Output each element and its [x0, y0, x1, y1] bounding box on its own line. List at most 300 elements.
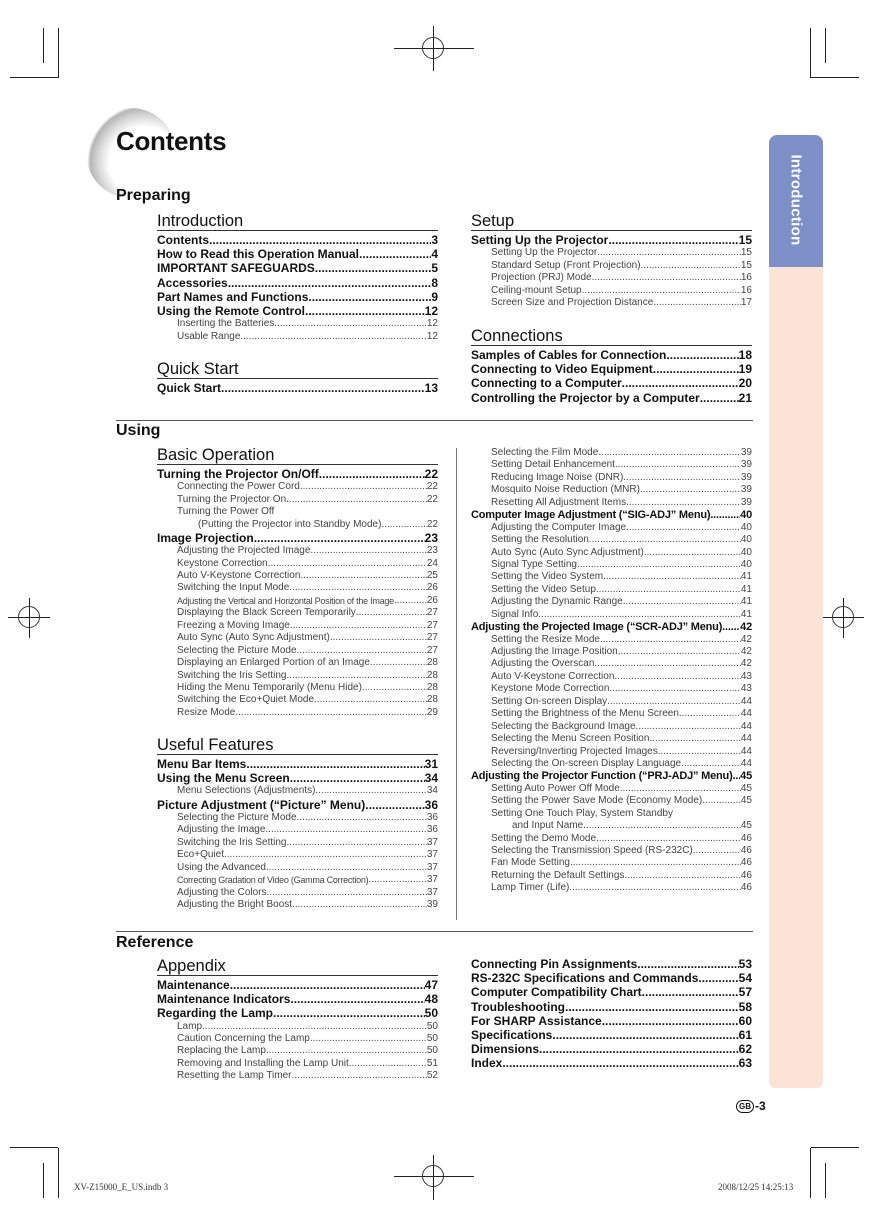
toc-entry-page: 40: [740, 521, 752, 533]
toc-leader-dots: [640, 484, 741, 496]
toc-entry[interactable]: [471, 646, 752, 658]
toc-entry[interactable]: [157, 381, 438, 395]
toc-leader-dots: [539, 1042, 739, 1056]
toc-leader-dots: [702, 795, 741, 807]
toc-leader-dots: [623, 472, 741, 484]
toc-leader-dots: [314, 694, 427, 706]
toc-entry-page: 27: [426, 632, 438, 644]
toc-entry-page: 41: [740, 596, 752, 608]
toc-entry[interactable]: [471, 233, 752, 247]
toc-entry[interactable]: [157, 1033, 438, 1045]
toc-entry-page: 50: [424, 1006, 438, 1021]
toc-entry[interactable]: [471, 285, 752, 297]
toc-entry-title: Picture Adjustment (“Picture” Menu): [157, 797, 366, 812]
toc-entry[interactable]: [157, 570, 438, 582]
toc-leader-dots: [614, 671, 740, 683]
toc-entry-title: Fan Mode Setting: [491, 857, 570, 869]
toc-entry[interactable]: [157, 849, 438, 861]
toc-entry-title: Troubleshooting: [471, 999, 565, 1014]
toc-entry[interactable]: [471, 1000, 752, 1014]
toc-entry-title: Adjusting the Projected Image: [177, 545, 311, 557]
toc-leader-dots: [365, 798, 424, 812]
toc-entry-title: Selecting the Picture Mode: [177, 644, 297, 656]
toc-entry[interactable]: [157, 812, 438, 824]
toc-leader-dots: [310, 1033, 427, 1045]
toc-entry-title: Menu Selections (Adjustments): [177, 785, 316, 797]
toc-entry-title: Setting Auto Power Off Mode: [491, 782, 620, 794]
toc-leader-dots: [637, 957, 738, 971]
toc-entry-title: Adjusting the Dynamic Range: [491, 596, 623, 608]
toc-entry[interactable]: [157, 233, 438, 247]
toc-entry[interactable]: [157, 261, 438, 275]
toc-entry[interactable]: [157, 657, 438, 669]
toc-entry[interactable]: [471, 857, 752, 869]
toc-leader-dots: [538, 609, 741, 621]
toc-entry-page: 41: [740, 608, 752, 620]
toc-entry-title: Reversing/Inverting Projected Images: [491, 745, 658, 757]
toc-leader-dots: [596, 584, 741, 596]
toc-entry[interactable]: [157, 1006, 438, 1020]
toc-entry[interactable]: [471, 770, 752, 782]
toc-leader-dots: [642, 985, 739, 999]
toc-entry[interactable]: [471, 795, 752, 807]
toc-leader-dots: [597, 247, 741, 259]
toc-leader-dots: [618, 646, 741, 658]
toc-entry[interactable]: [471, 971, 752, 985]
toc-entry-page: 60: [738, 1013, 752, 1028]
toc-entry[interactable]: [157, 978, 438, 992]
toc-entry[interactable]: [471, 634, 752, 646]
toc-entry[interactable]: [157, 837, 438, 849]
crop-mark: [58, 28, 59, 78]
toc-entry-page: 16: [740, 284, 752, 296]
toc-entry[interactable]: [157, 899, 438, 911]
toc-entry-page: 20: [738, 376, 752, 391]
toc-entry-title: Connecting the Power Cord: [177, 481, 300, 493]
toc-entry-page: 8: [431, 275, 438, 290]
toc-entry-title: Returning the Default Settings: [491, 869, 625, 881]
part-heading-reference: Reference: [116, 934, 194, 951]
toc-entry-title: Caution Concerning the Lamp: [177, 1033, 310, 1044]
toc-entry[interactable]: [471, 247, 752, 259]
toc-entry[interactable]: [471, 708, 752, 720]
toc-entry[interactable]: [471, 522, 752, 534]
toc-entry[interactable]: [471, 391, 752, 405]
toc-leader-dots: [221, 381, 425, 395]
toc-entry-page: 22: [426, 481, 438, 493]
toc-entry-title: Adjusting the Overscan: [491, 658, 595, 670]
toc-entry[interactable]: [157, 887, 438, 899]
toc-entry-page: 41: [740, 571, 752, 583]
toc-leader-dots: [268, 558, 427, 570]
toc-entry-page: 40: [740, 546, 752, 558]
toc-entry-title: Setting the Video System: [491, 571, 604, 583]
toc-entry-title: Selecting the On-screen Display Language: [491, 757, 682, 769]
toc-entry[interactable]: [471, 808, 752, 820]
toc-entry[interactable]: [471, 447, 752, 459]
toc-leader-dots: [349, 1058, 427, 1070]
registration-circle: [422, 37, 444, 59]
toc-entry[interactable]: [471, 484, 752, 496]
toc-leader-dots: [315, 785, 426, 797]
toc-entry[interactable]: [471, 1014, 752, 1028]
toc-leader-dots: [266, 862, 427, 874]
toc-leader-dots: [653, 297, 741, 309]
toc-entry-title: Lamp Timer (Life): [491, 882, 570, 894]
toc-entry-title: Adjusting the Bright Boost: [177, 899, 293, 911]
toc-entry-title: Hiding the Menu Temporarily (Menu Hide): [177, 681, 362, 693]
toc-entry[interactable]: [471, 833, 752, 845]
toc-entry[interactable]: [471, 696, 752, 708]
toc-leader-dots: [274, 318, 427, 330]
toc-entry-page: 48: [424, 992, 438, 1007]
toc-entry-title: Projection (PRJ) Mode: [491, 272, 592, 284]
toc-entry[interactable]: [471, 1056, 752, 1070]
toc-entry[interactable]: [471, 985, 752, 999]
crop-mark: [825, 1163, 826, 1198]
toc-entry[interactable]: [157, 595, 438, 607]
toc-entry[interactable]: [471, 683, 752, 695]
toc-entry-page: 34: [426, 785, 438, 797]
toc-entry-page: 23: [424, 530, 438, 545]
toc-leader-dots: [228, 276, 432, 290]
toc-entry-title: Selecting the Picture Mode: [177, 812, 297, 823]
toc-entry[interactable]: [157, 607, 438, 619]
toc-leader-dots: [589, 534, 741, 546]
toc-entry[interactable]: [471, 547, 752, 559]
toc-entry[interactable]: [157, 1021, 438, 1033]
toc-entry-page: 45: [740, 782, 752, 794]
toc-entry[interactable]: [471, 820, 752, 832]
toc-entry[interactable]: [471, 746, 752, 758]
toc-entry-title: Regarding the Lamp: [157, 1006, 274, 1021]
toc-entry-page: 50: [426, 1045, 438, 1057]
toc-leader-dots: [700, 391, 739, 405]
section-title: Useful Features: [157, 735, 438, 755]
toc-entry-title: Keystone Correction: [177, 557, 268, 569]
toc-entry-title: Eco+Quiet: [177, 849, 224, 861]
toc-entry[interactable]: [157, 707, 438, 719]
toc-entry[interactable]: [157, 276, 438, 290]
toc-entry-title: Signal Info: [491, 608, 539, 620]
toc-entry[interactable]: [471, 658, 752, 670]
toc-leader-dots: [273, 1006, 425, 1020]
toc-entry[interactable]: [471, 584, 752, 596]
toc-entry-page: 62: [738, 1042, 752, 1057]
toc-entry-title: Resetting the Lamp Timer: [177, 1070, 292, 1082]
toc-leader-dots: [596, 833, 741, 845]
toc-entry[interactable]: [471, 870, 752, 882]
toc-entry[interactable]: [157, 290, 438, 304]
toc-entry-page: 26: [426, 594, 438, 606]
crop-mark: [810, 1148, 811, 1198]
toc-entry-page: 15: [740, 259, 752, 271]
toc-leader-dots: [666, 348, 738, 362]
toc-entry-title: Switching the Eco+Quiet Mode: [177, 694, 315, 706]
toc-leader-dots: [368, 874, 426, 886]
toc-entry[interactable]: [157, 620, 438, 632]
toc-leader-dots: [359, 247, 431, 261]
toc-entry-title: Dimensions: [471, 1042, 540, 1057]
toc-entry-title: Setting One Touch Play, System Standby: [491, 807, 673, 819]
toc-entry[interactable]: [471, 1042, 752, 1056]
toc-entry-title: Setting the Demo Mode: [491, 832, 597, 844]
toc-leader-dots: [583, 820, 741, 832]
toc-entry-page: 28: [426, 657, 438, 669]
toc-entry-title: RS-232C Specifications and Commands: [471, 971, 699, 986]
toc-leader-dots: [622, 376, 739, 390]
toc-entry[interactable]: [471, 472, 752, 484]
section-title: Quick Start: [157, 359, 438, 379]
toc-entry-title: Selecting the Background Image: [491, 720, 636, 732]
toc-entry-title: Using the Advanced: [177, 861, 266, 873]
toc-leader-dots: [570, 857, 741, 869]
toc-entry-title: Adjusting the Image: [177, 824, 266, 836]
toc-entry[interactable]: [471, 260, 752, 272]
toc-leader-dots: [289, 582, 427, 594]
toc-entry[interactable]: [157, 247, 438, 261]
toc-entry[interactable]: [471, 362, 752, 376]
toc-leader-dots: [292, 899, 427, 911]
toc-entry[interactable]: [157, 1045, 438, 1057]
toc-entry[interactable]: [471, 559, 752, 571]
toc-entry[interactable]: [471, 376, 752, 390]
toc-entry-page: 45: [740, 770, 752, 783]
toc-leader-dots: [679, 708, 741, 720]
toc-entry[interactable]: [157, 632, 438, 644]
toc-leader-dots: [362, 682, 427, 694]
toc-entry-page: 42: [740, 646, 752, 657]
toc-entry[interactable]: [157, 824, 438, 836]
toc-entry-page: 21: [738, 390, 752, 405]
toc-leader-dots: [266, 1045, 427, 1057]
toc-entry[interactable]: [471, 671, 752, 683]
toc-entry-title: Selecting the Menu Screen Position: [491, 733, 650, 745]
crop-mark: [43, 28, 44, 63]
toc-entry-page: 43: [740, 683, 752, 695]
toc-entry[interactable]: [471, 845, 752, 857]
toc-entry-title: Lamp: [177, 1020, 203, 1032]
toc-entry[interactable]: [157, 331, 438, 343]
toc-entry-title: Menu Bar Items: [157, 757, 247, 771]
toc-leader-dots: [308, 290, 431, 304]
toc-entry-page: 22: [424, 467, 438, 481]
toc-leader-dots: [292, 1070, 427, 1082]
toc-entry[interactable]: [471, 571, 752, 583]
toc-entry-page: 44: [740, 733, 752, 745]
toc-entry[interactable]: [471, 459, 752, 471]
toc-entry-title: Setting the Resolution: [491, 534, 589, 546]
toc-entry-title: Setting the Video Setup: [491, 583, 596, 595]
section-connections: [471, 326, 752, 405]
toc-entry-page: 45: [740, 795, 752, 807]
toc-entry-page: 40: [740, 534, 752, 546]
toc-entry[interactable]: [157, 1058, 438, 1070]
section-title: Connections: [471, 326, 752, 346]
toc-leader-dots: [569, 882, 741, 894]
toc-entry[interactable]: [471, 509, 752, 521]
toc-entry-title: Specifications: [471, 1027, 553, 1042]
toc-entry-page: 37: [426, 861, 438, 873]
toc-leader-dots: [565, 1000, 739, 1014]
toc-entry-title: Setting Up the Projector: [471, 233, 609, 247]
toc-entry-page: 44: [740, 695, 752, 707]
toc-entry[interactable]: [157, 694, 438, 706]
toc-entry-title: Setting the Power Save Mode (Economy Mode): [491, 795, 703, 807]
toc-entry-page: 37: [426, 849, 438, 861]
toc-entry-title: Adjusting the Projector Function (“PRJ-ADJ” Menu): [471, 770, 733, 783]
crop-mark: [10, 1147, 58, 1148]
crop-mark: [811, 1147, 859, 1148]
toc-entry-title: and Input Name: [512, 820, 584, 832]
section-title: Basic Operation: [157, 445, 438, 465]
toc-entry-title: Setting the Resize Mode: [491, 633, 600, 645]
section-title: Introduction: [157, 211, 438, 231]
column-divider: [456, 448, 457, 920]
toc-entry-page: 3: [431, 233, 438, 247]
toc-entry[interactable]: [157, 757, 438, 771]
toc-entry-title: Turning the Power Off: [177, 506, 275, 518]
toc-entry[interactable]: [157, 558, 438, 570]
toc-entry-title: Adjusting the Vertical and Horizontal Position of the Image: [177, 595, 394, 606]
toc-leader-dots: [290, 771, 425, 785]
toc-entry[interactable]: [471, 721, 752, 733]
toc-entry-page: 50: [426, 1020, 438, 1032]
toc-leader-dots: [577, 559, 741, 571]
toc-leader-dots: [624, 870, 740, 882]
toc-entry[interactable]: [471, 272, 752, 284]
toc-entry[interactable]: [157, 545, 438, 557]
toc-leader-dots: [698, 971, 738, 985]
toc-entry[interactable]: [157, 798, 438, 812]
section-quick-start: [157, 359, 438, 395]
toc-entry[interactable]: [157, 771, 438, 785]
toc-leader-dots: [209, 233, 431, 247]
toc-entry-page: 26: [426, 582, 438, 594]
toc-leader-dots: [330, 632, 427, 644]
toc-leader-dots: [356, 607, 427, 619]
toc-entry[interactable]: [157, 992, 438, 1006]
toc-entry-title: Connecting to Video Equipment: [471, 362, 653, 377]
toc-entry[interactable]: [157, 645, 438, 657]
toc-entry-title: Maintenance: [157, 978, 230, 992]
toc-entry-page: 25: [426, 570, 438, 581]
toc-leader-dots: [287, 670, 427, 682]
toc-entry-title: Selecting the Transmission Speed (RS-232C): [491, 845, 693, 856]
toc-leader-dots: [681, 758, 741, 770]
section-title: Appendix: [157, 956, 438, 976]
toc-leader-dots: [607, 696, 741, 708]
toc-entry-title: For SHARP Assistance: [471, 1013, 602, 1028]
toc-leader-dots: [623, 596, 741, 608]
page-number: [736, 1099, 766, 1113]
toc-entry-page: 43: [740, 670, 752, 682]
print-file-slug: XV-Z15000_E_US.indb 3: [74, 1182, 169, 1192]
toc-entry-page: 39: [740, 471, 752, 483]
toc-entry-page: 46: [740, 845, 752, 856]
toc-entry[interactable]: [471, 596, 752, 608]
toc-entry-page: 40: [740, 509, 752, 522]
toc-entry-page: 52: [426, 1070, 438, 1082]
toc-leader-dots: [620, 783, 741, 795]
section-reference-continued: [471, 957, 752, 1071]
toc-entry[interactable]: [157, 874, 438, 886]
toc-entry[interactable]: [471, 609, 752, 621]
toc-entry[interactable]: [157, 785, 438, 797]
toc-entry-title: Computer Image Adjustment (“SIG-ADJ” Menu): [471, 509, 711, 522]
toc-leader-dots: [658, 746, 741, 758]
toc-entry[interactable]: [471, 534, 752, 546]
toc-entry[interactable]: [157, 582, 438, 594]
toc-entry[interactable]: [471, 882, 752, 894]
toc-entry[interactable]: [157, 481, 438, 493]
side-band: [769, 266, 823, 1088]
toc-entry[interactable]: [157, 506, 438, 518]
toc-entry[interactable]: [471, 497, 752, 509]
toc-entry[interactable]: [157, 862, 438, 874]
toc-entry-title: Selecting the Film Mode: [491, 447, 599, 458]
toc-entry[interactable]: [471, 1028, 752, 1042]
toc-entry-page: 57: [738, 985, 752, 1000]
toc-entry-page: 17: [740, 296, 752, 308]
toc-entry-page: 16: [740, 272, 752, 284]
toc-leader-dots: [297, 645, 427, 657]
toc-entry-page: 15: [738, 233, 752, 247]
toc-entry[interactable]: [471, 621, 752, 633]
toc-entry-page: 18: [738, 348, 752, 362]
toc-entry[interactable]: [157, 519, 438, 531]
toc-entry[interactable]: [471, 957, 752, 971]
toc-entry-page: 44: [740, 745, 752, 757]
toc-leader-dots: [502, 1056, 738, 1070]
toc-entry-title: Samples of Cables for Connection: [471, 348, 667, 362]
toc-entry[interactable]: [157, 304, 438, 318]
toc-leader-dots: [594, 658, 740, 670]
toc-entry[interactable]: [471, 297, 752, 309]
toc-entry-title: Keystone Mode Correction: [491, 683, 610, 695]
toc-entry-page: 12: [424, 303, 438, 318]
toc-leader-dots: [224, 849, 427, 861]
toc-entry[interactable]: [157, 1070, 438, 1082]
toc-entry-title: Index: [471, 1056, 503, 1071]
toc-entry-title: Auto Sync (Auto Sync Adjustment): [177, 632, 330, 644]
toc-entry-title: Connecting to a Computer: [471, 376, 622, 391]
toc-entry[interactable]: [157, 318, 438, 330]
toc-entry[interactable]: [157, 670, 438, 682]
toc-leader-dots: [602, 1014, 739, 1028]
part-divider: [116, 420, 753, 421]
toc-entry-page: 36: [426, 812, 438, 823]
toc-entry-page: 61: [738, 1027, 752, 1042]
toc-entry[interactable]: [157, 494, 438, 506]
crop-mark: [10, 77, 58, 78]
toc-entry[interactable]: [471, 348, 752, 362]
toc-entry[interactable]: [157, 682, 438, 694]
print-timestamp-slug: 2008/12/25 14:25:13: [718, 1182, 794, 1192]
toc-entry[interactable]: [471, 783, 752, 795]
toc-entry-title: Resize Mode: [177, 706, 236, 718]
toc-entry[interactable]: [157, 531, 438, 545]
toc-leader-dots: [300, 481, 427, 493]
toc-entry[interactable]: [471, 758, 752, 770]
toc-entry-page: 39: [740, 484, 752, 496]
toc-entry-title: Standard Setup (Front Projection): [491, 259, 641, 271]
toc-entry-page: 46: [740, 857, 752, 869]
crop-mark: [825, 28, 826, 63]
toc-entry[interactable]: [471, 733, 752, 745]
toc-entry-title: Usable Range: [177, 330, 241, 342]
toc-entry[interactable]: [157, 467, 438, 481]
